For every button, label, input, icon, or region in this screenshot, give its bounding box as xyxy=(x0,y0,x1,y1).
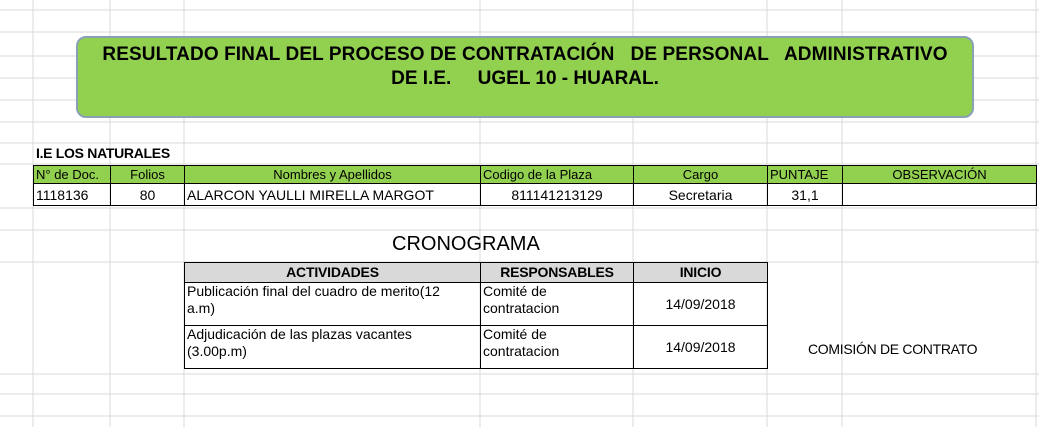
actividad-line-2: a.m) xyxy=(187,300,215,316)
cell-observacion[interactable] xyxy=(843,184,1037,206)
actividad-line-1: Adjudicación de las plazas vacantes xyxy=(187,326,412,342)
header-observacion[interactable]: OBSERVACIÓN xyxy=(843,166,1037,184)
responsable-line-1: Comité de xyxy=(483,283,547,299)
banner-line-1: RESULTADO FINAL DEL PROCESO DE CONTRATACIÓN DE PERSONAL ADMINISTRATIVO xyxy=(102,44,948,65)
cell-actividad[interactable] xyxy=(185,326,481,369)
cell-responsable[interactable] xyxy=(481,283,634,326)
cell-doc[interactable]: 1118136 xyxy=(34,184,111,206)
table-row xyxy=(34,184,1037,206)
responsable-line-2: contratacion xyxy=(483,343,560,359)
results-header-row xyxy=(34,166,1037,184)
header-actividades[interactable]: ACTIVIDADES xyxy=(185,263,481,283)
cronograma-title: CRONOGRAMA xyxy=(392,233,540,255)
banner-line-2: DE I.E. UGEL 10 - HUARAL. xyxy=(391,68,659,89)
header-cargo[interactable]: Cargo xyxy=(634,166,768,184)
cell-inicio[interactable]: 14/09/2018 xyxy=(634,283,768,326)
actividad-line-1: Publicación final del cuadro de merito(12 xyxy=(187,283,440,299)
cell-cargo[interactable]: Secretaria xyxy=(634,184,768,206)
header-doc[interactable]: N° de Doc. xyxy=(34,166,111,184)
cell-inicio[interactable]: 14/09/2018 xyxy=(634,326,768,369)
header-nombres[interactable]: Nombres y Apellidos xyxy=(185,166,481,184)
header-codigo[interactable]: Codigo de la Plaza xyxy=(481,166,634,184)
header-folios[interactable]: Folios xyxy=(111,166,185,184)
cronograma-header-row xyxy=(185,263,768,283)
table-row xyxy=(185,283,768,326)
table-row xyxy=(185,326,768,369)
signature-label: COMISIÓN DE CONTRATO xyxy=(808,341,978,357)
school-name: I.E LOS NATURALES xyxy=(36,145,170,161)
cell-puntaje[interactable]: 31,1 xyxy=(768,184,843,206)
cell-actividad[interactable] xyxy=(185,283,481,326)
cell-responsable[interactable] xyxy=(481,326,634,369)
cell-codigo[interactable]: 811141213129 xyxy=(481,184,634,206)
actividad-line-2: (3.00p.m) xyxy=(187,343,247,359)
title-banner xyxy=(76,36,974,118)
responsable-line-2: contratacion xyxy=(483,300,560,316)
cell-nombre[interactable]: ALARCON YAULLI MIRELLA MARGOT xyxy=(185,184,481,206)
cell-folios[interactable]: 80 xyxy=(111,184,185,206)
header-inicio[interactable]: INICIO xyxy=(634,263,768,283)
responsable-line-1: Comité de xyxy=(483,326,547,342)
header-responsables[interactable]: RESPONSABLES xyxy=(481,263,634,283)
header-puntaje[interactable]: PUNTAJE xyxy=(768,166,843,184)
cronograma-table xyxy=(184,262,768,369)
results-table xyxy=(33,165,1037,206)
